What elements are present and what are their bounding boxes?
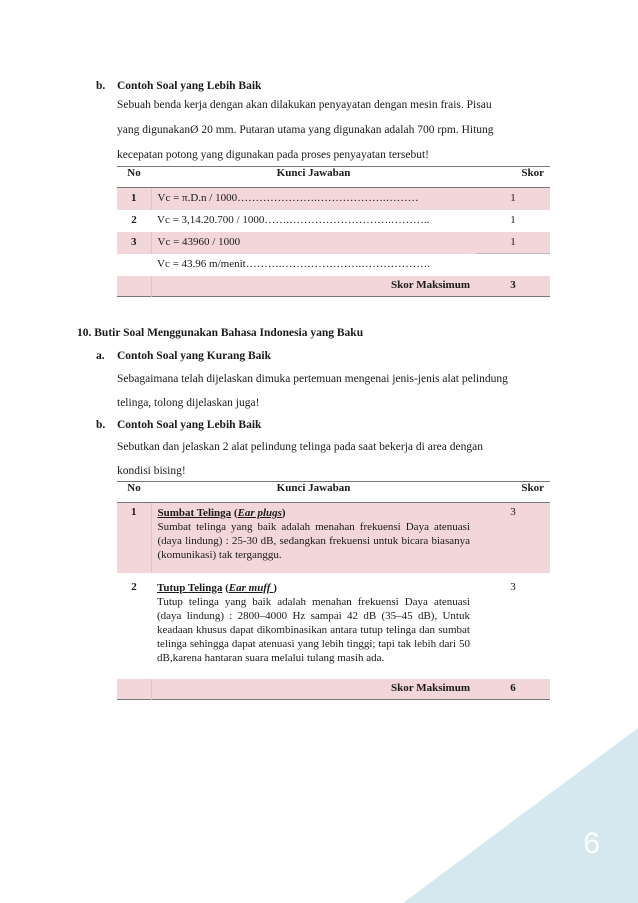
table-row <box>117 254 550 276</box>
row-answer: Vc = 3,14.20.700 / 1000…….……………………….……….. <box>157 213 430 226</box>
section-b2-marker: b. <box>96 419 106 431</box>
table-row <box>117 210 550 232</box>
row-number: 2 <box>131 213 137 226</box>
row-score: 3 <box>510 506 516 518</box>
answer-title: Sumbat Telinga <box>157 507 232 519</box>
row-number: 1 <box>117 188 151 210</box>
row-answer: Vc = 43.96 m/menit……….………………….………………. <box>157 257 430 270</box>
header-score: Skor <box>476 482 550 503</box>
row-score: 3 <box>510 580 516 593</box>
table-row <box>117 188 550 210</box>
row-number: 2 <box>131 580 137 593</box>
total-value: 3 <box>510 278 516 291</box>
row-score: 1 <box>510 235 516 248</box>
question-b-line-2: kondisi bising! <box>117 465 186 477</box>
answer-title-en: Ear muff <box>228 581 271 594</box>
total-value: 6 <box>510 681 516 694</box>
section-b-heading: Contoh Soal yang Lebih Baik <box>117 80 262 92</box>
question-line-2: yang digunakanØ 20 mm. Putaran utama yang digunakan adalah 700 rpm. Hitung <box>117 124 494 136</box>
row-number <box>117 254 151 276</box>
answer-description: Sumbat telinga yang baik adalah menahan frekuensi Daya atenuasi (daya lindung) : 25-30 dB, sedangkan frekuensi untuk bicara biasanya (komunikasi) tak terganggu. <box>157 521 470 561</box>
answer-key-table-1 <box>117 166 550 297</box>
total-label: Skor Maksimum <box>391 681 470 694</box>
row-answer: Vc = 43960 / 1000 <box>157 235 241 248</box>
question-line-1: Sebuah benda kerja dengan akan dilakukan penyayatan dengan mesin frais. Pisau <box>117 99 492 111</box>
header-no: No <box>117 482 151 503</box>
header-answer: Kunci Jawaban <box>151 167 476 188</box>
table-row <box>117 573 550 679</box>
table-row <box>117 503 550 573</box>
row-score <box>476 254 550 276</box>
row-number: 3 <box>117 232 151 254</box>
table-row <box>117 232 550 254</box>
table-total-row <box>117 276 550 297</box>
header-no: No <box>117 167 151 188</box>
question-a-line-1: Sebagaimana telah dijelaskan dimuka pertemuan mengenai jenis-jenis alat pelindung <box>117 373 508 385</box>
table-header-row <box>117 167 550 188</box>
answer-title-en: Ear plugs <box>237 507 282 519</box>
question-line-3: kecepatan potong yang digunakan pada proses penyayatan tersebut! <box>117 149 429 161</box>
question-b-line-1: Sebutkan dan jelaskan 2 alat pelindung telinga pada saat bekerja di area dengan <box>117 441 483 453</box>
row-answer: Vc = π.D.n / 1000………………….……………….……… <box>157 192 419 204</box>
row-answer: Sumbat Telinga (Ear plugs) Sumbat telinga yang baik adalah menahan frekuensi Daya atenuasi (daya lindung) : 25-30 dB, sedangkan frekuensi untuk bicara biasanya (komunikasi) tak terganggu. <box>157 507 470 561</box>
header-answer: Kunci Jawaban <box>151 482 476 503</box>
row-number: 1 <box>117 503 151 573</box>
section-10-heading: 10. Butir Soal Menggunakan Bahasa Indonesia yang Baku <box>77 327 364 339</box>
section-a-heading: Contoh Soal yang Kurang Baik <box>117 350 272 362</box>
section-b2-heading: Contoh Soal yang Lebih Baik <box>117 419 262 431</box>
answer-description: Tutup telinga yang baik adalah menahan frekuensi Daya atenuasi (daya lindung) : 2800–4000 Hz sampai 42 dB (35–45 dB), Untuk keadaan khusus dapat dikombinasikan antara tutup telinga dan sumbat telinga sehingga dapat atenuasi yang lebih tinggi; tapi tak lebih dari 50 dB,karena hantaran suara melalui tulang masih ada. <box>157 595 470 664</box>
corner-decoration <box>403 728 638 903</box>
answer-key-table-2 <box>117 481 550 700</box>
table-header-row <box>117 482 550 503</box>
table-total-row <box>117 679 550 700</box>
answer-title: Tutup Telinga <box>157 581 223 594</box>
page-number: 6 <box>583 827 600 860</box>
section-a-marker: a. <box>96 350 105 362</box>
row-answer: Tutup Telinga (Ear muff ) Tutup telinga yang baik adalah menahan frekuensi Daya atenuasi (daya lindung) : 2800–4000 Hz sampai 42 dB (35–45 dB), Untuk keadaan khusus dapat dikombinasikan antara tutup telinga dan sumbat telinga sehingga dapat atenuasi yang lebih tinggi; tapi tak lebih dari 50 dB,karena hantaran suara melalui tulang masih ada. <box>157 581 470 664</box>
header-score: Skor <box>476 167 550 188</box>
row-score: 1 <box>510 192 516 204</box>
section-b-marker: b. <box>96 80 106 92</box>
row-score: 1 <box>510 213 516 226</box>
total-label: Skor Maksimum <box>391 278 470 291</box>
question-a-line-2: telinga, tolong dijelaskan juga! <box>117 397 260 409</box>
